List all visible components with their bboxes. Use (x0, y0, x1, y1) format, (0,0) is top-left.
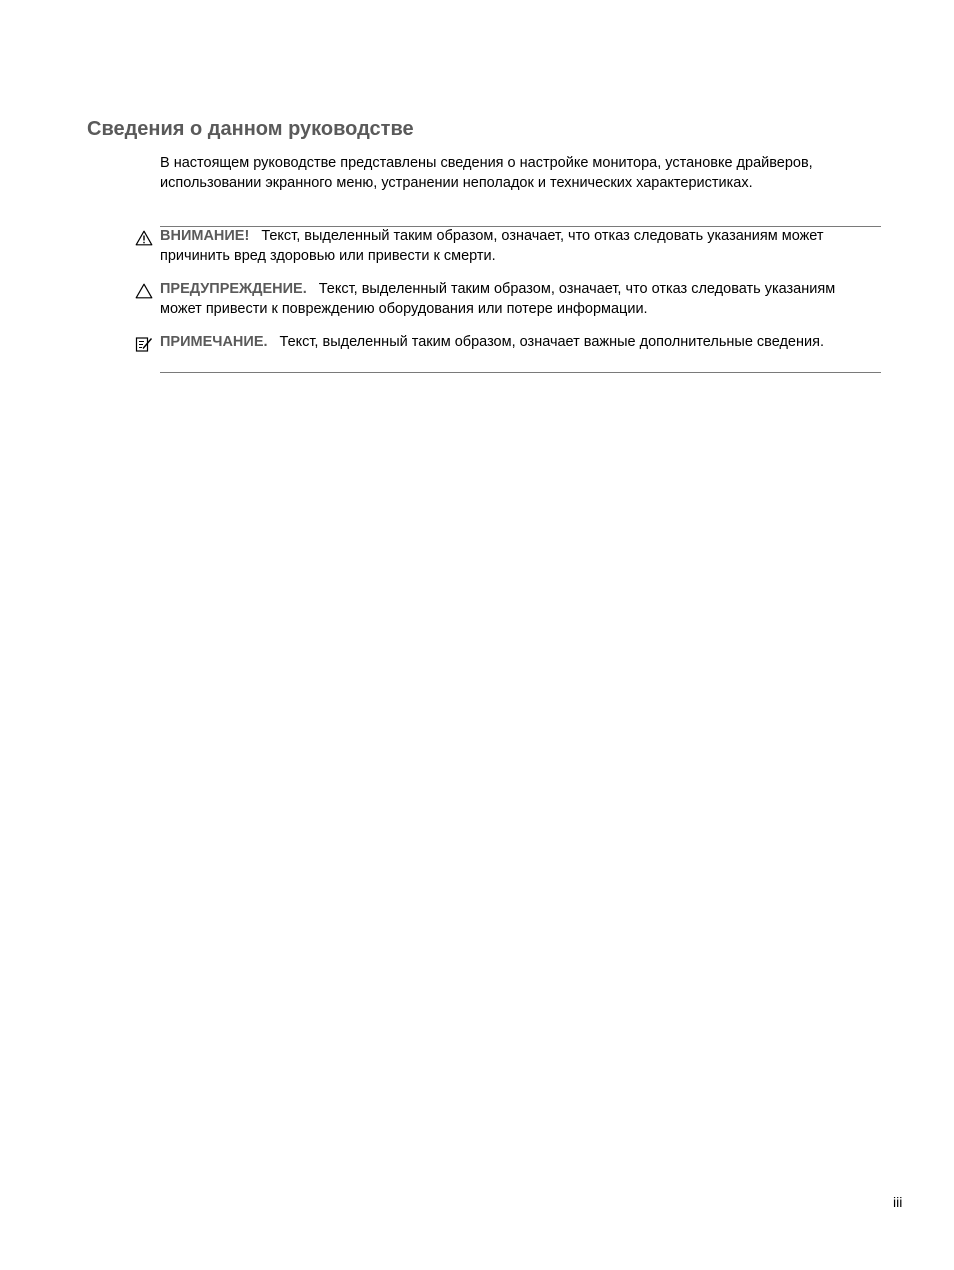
caution-icon (135, 283, 153, 299)
warning-label: ВНИМАНИЕ! (160, 228, 250, 244)
caution-text (160, 280, 875, 319)
warning-icon (135, 230, 153, 246)
caution-label: ПРЕДУПРЕЖДЕНИЕ. (160, 281, 307, 297)
note-label: ПРИМЕЧАНИЕ. (160, 334, 268, 350)
note-icon (135, 336, 153, 352)
page-number: iii (893, 1194, 903, 1210)
note-body: Текст, выделенный таким образом, означает важные дополнительные сведения. (279, 334, 824, 350)
bottom-divider (160, 372, 881, 373)
intro-paragraph: В настоящем руководстве представлены сведения о настройке монитора, установке драйверов, использовании экранного меню, устранении неполадок и технических характеристиках. (160, 155, 813, 191)
note-text (160, 333, 875, 353)
section-title: Сведения о данном руководстве (87, 118, 414, 140)
warning-text (160, 227, 875, 266)
caution-body: Текст, выделенный таким образом, означает, что отказ следовать указаниям может привести к повреждению оборудования или потере информации. (160, 281, 836, 317)
warning-body: Текст, выделенный таким образом, означает, что отказ следовать указаниям может причинить вред здоровью или привести к смерти. (160, 228, 824, 264)
